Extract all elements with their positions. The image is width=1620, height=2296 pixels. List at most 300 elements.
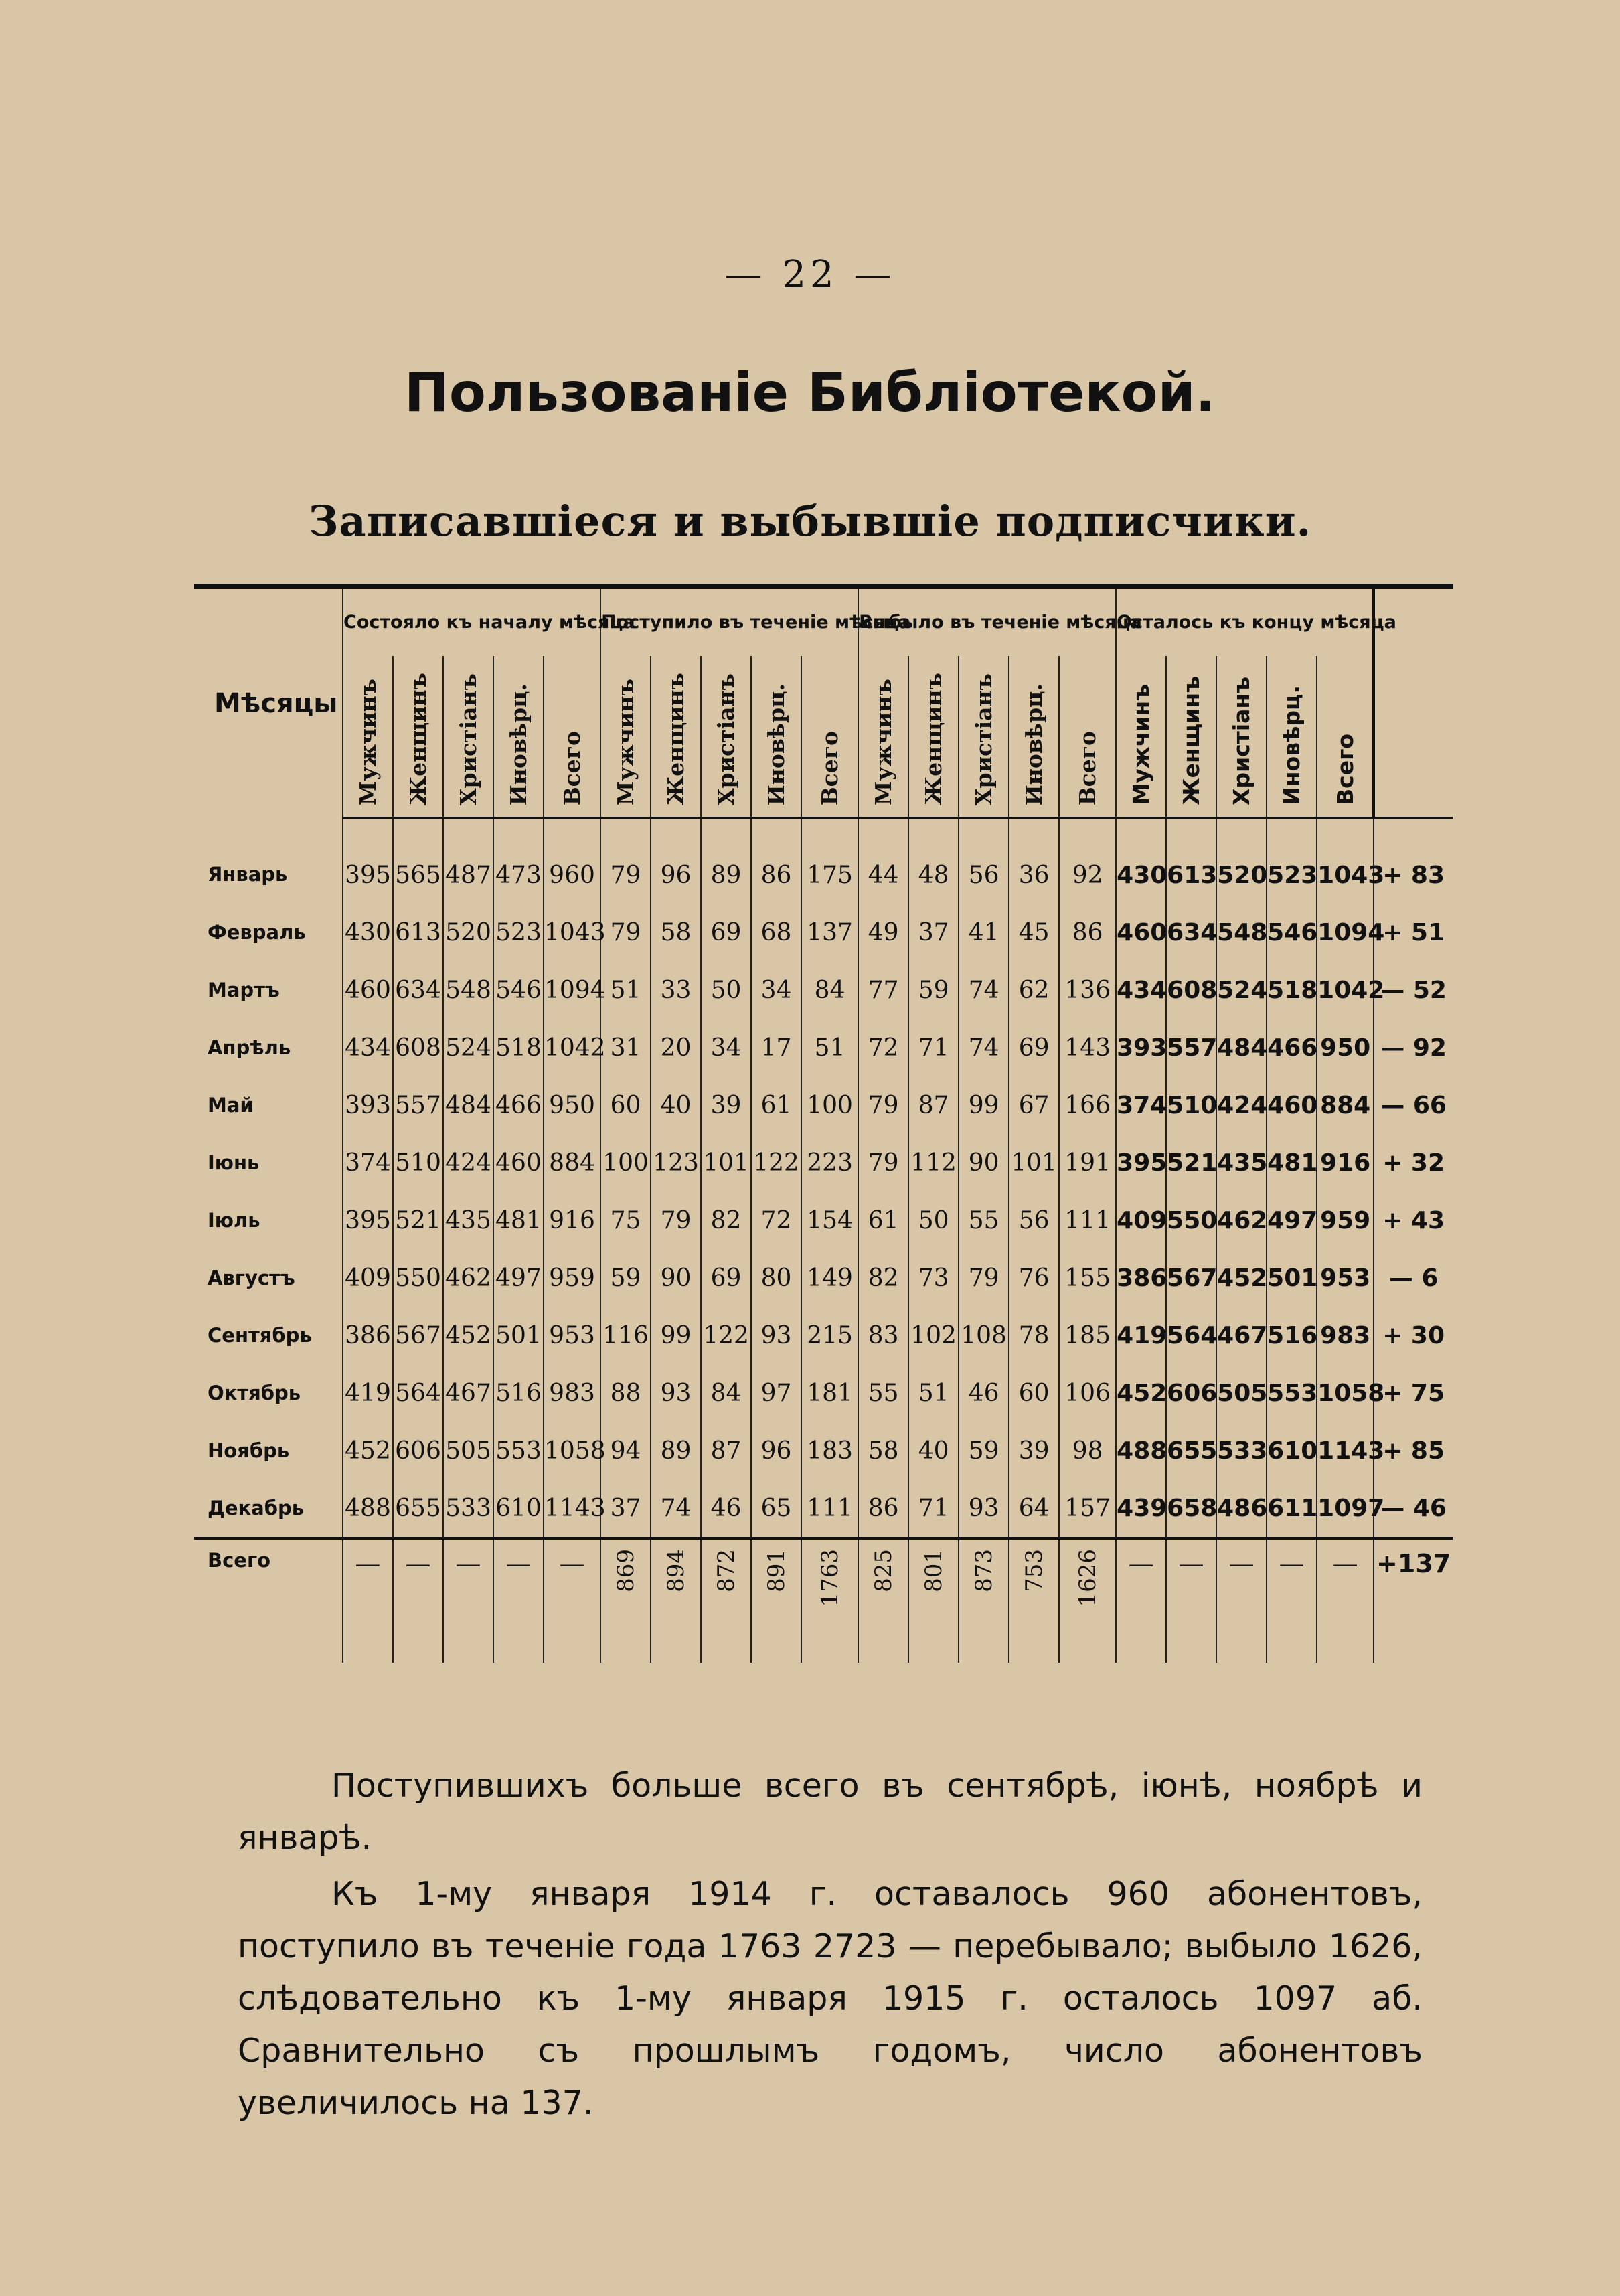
value-cell: 452 bbox=[1216, 1249, 1267, 1307]
value-cell: 419 bbox=[1116, 1307, 1166, 1364]
value-cell: 546 bbox=[1267, 904, 1317, 961]
value-cell: 1094 bbox=[544, 961, 600, 1019]
value-cell: 374 bbox=[1116, 1076, 1166, 1134]
value-cell: 395 bbox=[1116, 1134, 1166, 1192]
value-cell: 82 bbox=[858, 1249, 908, 1307]
totals-value: 1763 bbox=[816, 1549, 843, 1607]
value-cell: 564 bbox=[1166, 1307, 1216, 1364]
change-cell: + 30 bbox=[1374, 1307, 1453, 1364]
subheader-left-3 bbox=[1009, 656, 1059, 818]
totals-value: — bbox=[405, 1549, 431, 1578]
change-cell: — 92 bbox=[1374, 1019, 1453, 1076]
subscribers-table bbox=[194, 589, 1453, 1663]
totals-value: — bbox=[1279, 1549, 1305, 1578]
value-cell: 505 bbox=[1216, 1364, 1267, 1422]
value-cell: 960 bbox=[544, 818, 600, 904]
value-cell: 71 bbox=[908, 1019, 959, 1076]
value-cell: 1094 bbox=[1317, 904, 1374, 961]
value-cell: 64 bbox=[1009, 1479, 1059, 1538]
value-cell: 37 bbox=[600, 1479, 651, 1538]
value-cell: 51 bbox=[908, 1364, 959, 1422]
page-title: Пользованіе Библіотекой. bbox=[404, 361, 1216, 424]
value-cell: 553 bbox=[493, 1422, 544, 1479]
value-cell: 55 bbox=[959, 1192, 1009, 1249]
value-cell: 97 bbox=[751, 1364, 801, 1422]
totals-value: — bbox=[1128, 1549, 1154, 1578]
month-cell: Май bbox=[208, 1094, 254, 1117]
value-cell: 122 bbox=[701, 1307, 751, 1364]
value-cell: 484 bbox=[1216, 1019, 1267, 1076]
value-cell: 175 bbox=[801, 818, 858, 904]
value-cell: 98 bbox=[1059, 1422, 1116, 1479]
month-cell: Сентябрь bbox=[208, 1324, 312, 1347]
change-cell: — 46 bbox=[1374, 1479, 1453, 1538]
value-cell: 67 bbox=[1009, 1076, 1059, 1134]
paragraph-1 bbox=[238, 1760, 1423, 1864]
value-cell: 100 bbox=[600, 1134, 651, 1192]
month-cell: Мартъ bbox=[208, 979, 280, 1001]
totals-cell-start bbox=[544, 1538, 600, 1663]
value-cell: 89 bbox=[651, 1422, 701, 1479]
value-cell: 983 bbox=[544, 1364, 600, 1422]
value-cell: 89 bbox=[701, 818, 751, 904]
value-cell: 959 bbox=[544, 1249, 600, 1307]
value-cell: 487 bbox=[443, 818, 493, 904]
value-cell: 516 bbox=[493, 1364, 544, 1422]
month-cell: Апрѣль bbox=[208, 1036, 291, 1059]
value-cell: 37 bbox=[908, 904, 959, 961]
value-cell: 59 bbox=[959, 1422, 1009, 1479]
value-cell: 74 bbox=[651, 1479, 701, 1538]
value-cell: 56 bbox=[1009, 1192, 1059, 1249]
value-cell: 439 bbox=[1116, 1479, 1166, 1538]
totals-cell-arrived bbox=[600, 1538, 651, 1663]
table-row bbox=[194, 1192, 1453, 1249]
value-cell: 516 bbox=[1267, 1307, 1317, 1364]
value-cell: 564 bbox=[393, 1364, 443, 1422]
subheader-label: Всего bbox=[1074, 730, 1101, 805]
totals-cell-left bbox=[1009, 1538, 1059, 1663]
value-cell: 655 bbox=[393, 1479, 443, 1538]
value-cell: 149 bbox=[801, 1249, 858, 1307]
value-cell: 466 bbox=[1267, 1019, 1317, 1076]
value-cell: 567 bbox=[1166, 1249, 1216, 1307]
value-cell: 87 bbox=[701, 1422, 751, 1479]
value-cell: 467 bbox=[1216, 1307, 1267, 1364]
value-cell: 55 bbox=[858, 1364, 908, 1422]
value-cell: 409 bbox=[343, 1249, 393, 1307]
value-cell: 101 bbox=[1009, 1134, 1059, 1192]
value-cell: 521 bbox=[1166, 1134, 1216, 1192]
subheader-arrived-1 bbox=[651, 656, 701, 818]
value-cell: 424 bbox=[443, 1134, 493, 1192]
value-cell: 79 bbox=[858, 1076, 908, 1134]
value-cell: 191 bbox=[1059, 1134, 1116, 1192]
totals-cell-arrived bbox=[701, 1538, 751, 1663]
subheader-arrived-0 bbox=[600, 656, 651, 818]
value-cell: 75 bbox=[600, 1192, 651, 1249]
change-cell: — 6 bbox=[1374, 1249, 1453, 1307]
page-number: — 22 — bbox=[724, 253, 896, 297]
value-cell: 658 bbox=[1166, 1479, 1216, 1538]
totals-value: — bbox=[1332, 1549, 1358, 1578]
value-cell: 69 bbox=[701, 904, 751, 961]
value-cell: 546 bbox=[493, 961, 544, 1019]
value-cell: 79 bbox=[651, 1192, 701, 1249]
subheader-label: Иновѣрц. bbox=[763, 683, 790, 805]
value-cell: 58 bbox=[858, 1422, 908, 1479]
value-cell: 84 bbox=[801, 961, 858, 1019]
value-cell: 395 bbox=[343, 818, 393, 904]
value-cell: 488 bbox=[343, 1479, 393, 1538]
value-cell: 59 bbox=[600, 1249, 651, 1307]
value-cell: 460 bbox=[1267, 1076, 1317, 1134]
subheader-label: Мужчинъ bbox=[1128, 684, 1155, 805]
subheader-label: Христіанъ bbox=[455, 673, 481, 805]
totals-change: +137 bbox=[1374, 1538, 1453, 1663]
value-cell: 90 bbox=[959, 1134, 1009, 1192]
table-row bbox=[194, 1019, 1453, 1076]
value-cell: 59 bbox=[908, 961, 959, 1019]
value-cell: 460 bbox=[493, 1134, 544, 1192]
value-cell: 953 bbox=[544, 1307, 600, 1364]
subheader-start-1 bbox=[393, 656, 443, 818]
value-cell: 77 bbox=[858, 961, 908, 1019]
value-cell: 73 bbox=[908, 1249, 959, 1307]
value-cell: 79 bbox=[959, 1249, 1009, 1307]
value-cell: 524 bbox=[443, 1019, 493, 1076]
value-cell: 62 bbox=[1009, 961, 1059, 1019]
table-row bbox=[194, 904, 1453, 961]
paragraph-2 bbox=[238, 1868, 1423, 2129]
value-cell: 79 bbox=[600, 904, 651, 961]
value-cell: 65 bbox=[751, 1479, 801, 1538]
value-cell: 181 bbox=[801, 1364, 858, 1422]
value-cell: 518 bbox=[493, 1019, 544, 1076]
value-cell: 88 bbox=[600, 1364, 651, 1422]
value-cell: 486 bbox=[1216, 1479, 1267, 1538]
value-cell: 84 bbox=[701, 1364, 751, 1422]
value-cell: 61 bbox=[751, 1076, 801, 1134]
value-cell: 497 bbox=[493, 1249, 544, 1307]
totals-row bbox=[194, 1538, 1453, 1663]
value-cell: 111 bbox=[1059, 1192, 1116, 1249]
value-cell: 82 bbox=[701, 1192, 751, 1249]
group-header-left: Выбыло въ теченіе мѣсяца bbox=[858, 589, 1116, 656]
value-cell: 510 bbox=[393, 1134, 443, 1192]
value-cell: 157 bbox=[1059, 1479, 1116, 1538]
value-cell: 523 bbox=[1267, 818, 1317, 904]
totals-value: — bbox=[455, 1549, 481, 1578]
change-cell: + 85 bbox=[1374, 1422, 1453, 1479]
totals-cell-start bbox=[493, 1538, 544, 1663]
totals-value: 825 bbox=[870, 1549, 897, 1592]
value-cell: 51 bbox=[801, 1019, 858, 1076]
subheader-label: Мужчинъ bbox=[613, 678, 639, 805]
value-cell: 374 bbox=[343, 1134, 393, 1192]
value-cell: 484 bbox=[443, 1076, 493, 1134]
value-cell: 501 bbox=[1267, 1249, 1317, 1307]
value-cell: 215 bbox=[801, 1307, 858, 1364]
value-cell: 136 bbox=[1059, 961, 1116, 1019]
value-cell: 33 bbox=[651, 961, 701, 1019]
table-row bbox=[194, 1134, 1453, 1192]
subheader-end-1 bbox=[1166, 656, 1216, 818]
value-cell: 111 bbox=[801, 1479, 858, 1538]
change-cell: + 51 bbox=[1374, 904, 1453, 961]
totals-value: — bbox=[1178, 1549, 1204, 1578]
value-cell: 44 bbox=[858, 818, 908, 904]
value-cell: 166 bbox=[1059, 1076, 1116, 1134]
value-cell: 68 bbox=[751, 904, 801, 961]
value-cell: 393 bbox=[343, 1076, 393, 1134]
value-cell: 460 bbox=[1116, 904, 1166, 961]
value-cell: 452 bbox=[1116, 1364, 1166, 1422]
value-cell: 80 bbox=[751, 1249, 801, 1307]
value-cell: 655 bbox=[1166, 1422, 1216, 1479]
value-cell: 1043 bbox=[544, 904, 600, 961]
value-cell: 86 bbox=[1059, 904, 1116, 961]
subheader-start-4 bbox=[544, 656, 600, 818]
table-body bbox=[194, 818, 1453, 1663]
value-cell: 606 bbox=[1166, 1364, 1216, 1422]
value-cell: 409 bbox=[1116, 1192, 1166, 1249]
subheader-end-4 bbox=[1317, 656, 1374, 818]
subheader-end-3 bbox=[1267, 656, 1317, 818]
value-cell: 112 bbox=[908, 1134, 959, 1192]
value-cell: 565 bbox=[393, 818, 443, 904]
subheader-label: Всего bbox=[1331, 733, 1358, 805]
value-cell: 58 bbox=[651, 904, 701, 961]
value-cell: 608 bbox=[1166, 961, 1216, 1019]
subheader-label: Всего bbox=[559, 730, 586, 805]
value-cell: 884 bbox=[1317, 1076, 1374, 1134]
value-cell: 100 bbox=[801, 1076, 858, 1134]
month-cell: Августъ bbox=[208, 1266, 295, 1289]
value-cell: 46 bbox=[959, 1364, 1009, 1422]
value-cell: 92 bbox=[1059, 818, 1116, 904]
value-cell: 72 bbox=[858, 1019, 908, 1076]
totals-cell-left bbox=[858, 1538, 908, 1663]
value-cell: 435 bbox=[443, 1192, 493, 1249]
value-cell: 71 bbox=[908, 1479, 959, 1538]
value-cell: 606 bbox=[393, 1422, 443, 1479]
value-cell: 60 bbox=[1009, 1364, 1059, 1422]
subheader-label: Иновѣрц. bbox=[1279, 685, 1305, 805]
value-cell: 72 bbox=[751, 1192, 801, 1249]
value-cell: 79 bbox=[858, 1134, 908, 1192]
value-cell: 87 bbox=[908, 1076, 959, 1134]
totals-value: 894 bbox=[662, 1549, 690, 1592]
value-cell: 634 bbox=[393, 961, 443, 1019]
subheader-label: Женщинъ bbox=[663, 672, 690, 805]
table-row bbox=[194, 1422, 1453, 1479]
value-cell: 83 bbox=[858, 1307, 908, 1364]
month-column-header: Мѣсяцы bbox=[214, 688, 338, 719]
value-cell: 116 bbox=[600, 1307, 651, 1364]
value-cell: 1042 bbox=[544, 1019, 600, 1076]
value-cell: 123 bbox=[651, 1134, 701, 1192]
value-cell: 48 bbox=[908, 818, 959, 904]
value-cell: 96 bbox=[651, 818, 701, 904]
value-cell: 1042 bbox=[1317, 961, 1374, 1019]
value-cell: 1143 bbox=[544, 1479, 600, 1538]
value-cell: 488 bbox=[1116, 1422, 1166, 1479]
value-cell: 34 bbox=[701, 1019, 751, 1076]
value-cell: 916 bbox=[544, 1192, 600, 1249]
value-cell: 634 bbox=[1166, 904, 1216, 961]
subheader-left-1 bbox=[908, 656, 959, 818]
value-cell: 610 bbox=[493, 1479, 544, 1538]
value-cell: 462 bbox=[1216, 1192, 1267, 1249]
subheader-label: Женщинъ bbox=[1178, 676, 1205, 805]
value-cell: 466 bbox=[493, 1076, 544, 1134]
totals-value: 872 bbox=[712, 1549, 740, 1592]
value-cell: 69 bbox=[1009, 1019, 1059, 1076]
value-cell: 523 bbox=[493, 904, 544, 961]
table-row bbox=[194, 1479, 1453, 1538]
value-cell: 137 bbox=[801, 904, 858, 961]
value-cell: 386 bbox=[1116, 1249, 1166, 1307]
table-row bbox=[194, 1249, 1453, 1307]
value-cell: 435 bbox=[1216, 1134, 1267, 1192]
value-cell: 550 bbox=[1166, 1192, 1216, 1249]
totals-cell-end bbox=[1116, 1538, 1166, 1663]
value-cell: 467 bbox=[443, 1364, 493, 1422]
subheader-label: Мужчинъ bbox=[355, 678, 381, 805]
value-cell: 86 bbox=[858, 1479, 908, 1538]
value-cell: 533 bbox=[1216, 1422, 1267, 1479]
subheader-label: Мужчинъ bbox=[870, 678, 897, 805]
value-cell: 17 bbox=[751, 1019, 801, 1076]
value-cell: 497 bbox=[1267, 1192, 1317, 1249]
subheader-label: Иновѣрц. bbox=[505, 683, 532, 805]
value-cell: 102 bbox=[908, 1307, 959, 1364]
subheader-arrived-3 bbox=[751, 656, 801, 818]
totals-cell-end bbox=[1317, 1538, 1374, 1663]
value-cell: 39 bbox=[1009, 1422, 1059, 1479]
value-cell: 452 bbox=[343, 1422, 393, 1479]
subheader-label: Женщинъ bbox=[920, 672, 947, 805]
value-cell: 613 bbox=[1166, 818, 1216, 904]
subheader-left-4 bbox=[1059, 656, 1116, 818]
value-cell: 39 bbox=[701, 1076, 751, 1134]
value-cell: 950 bbox=[1317, 1019, 1374, 1076]
value-cell: 916 bbox=[1317, 1134, 1374, 1192]
group-header-start: Состояло къ началу мѣсяца bbox=[343, 589, 600, 656]
table-row bbox=[194, 1076, 1453, 1134]
value-cell: 45 bbox=[1009, 904, 1059, 961]
totals-cell-start bbox=[343, 1538, 393, 1663]
value-cell: 108 bbox=[959, 1307, 1009, 1364]
value-cell: 94 bbox=[600, 1422, 651, 1479]
value-cell: 86 bbox=[751, 818, 801, 904]
value-cell: 557 bbox=[393, 1076, 443, 1134]
value-cell: 501 bbox=[493, 1307, 544, 1364]
value-cell: 1097 bbox=[1317, 1479, 1374, 1538]
value-cell: 20 bbox=[651, 1019, 701, 1076]
totals-cell-left bbox=[1059, 1538, 1116, 1663]
table-row bbox=[194, 818, 1453, 904]
value-cell: 96 bbox=[751, 1422, 801, 1479]
value-cell: 50 bbox=[701, 961, 751, 1019]
subheader-start-2 bbox=[443, 656, 493, 818]
value-cell: 518 bbox=[1267, 961, 1317, 1019]
value-cell: 34 bbox=[751, 961, 801, 1019]
value-cell: 40 bbox=[651, 1076, 701, 1134]
subheader-label: Христіанъ bbox=[1228, 676, 1255, 805]
value-cell: 36 bbox=[1009, 818, 1059, 904]
subheader-left-2 bbox=[959, 656, 1009, 818]
value-cell: 74 bbox=[959, 961, 1009, 1019]
subheader-end-2 bbox=[1216, 656, 1267, 818]
subheader-row bbox=[194, 656, 1453, 818]
value-cell: 473 bbox=[493, 818, 544, 904]
change-cell: — 66 bbox=[1374, 1076, 1453, 1134]
value-cell: 1058 bbox=[544, 1422, 600, 1479]
value-cell: 79 bbox=[600, 818, 651, 904]
change-cell: — 52 bbox=[1374, 961, 1453, 1019]
value-cell: 419 bbox=[343, 1364, 393, 1422]
value-cell: 460 bbox=[343, 961, 393, 1019]
totals-value: — bbox=[559, 1549, 585, 1578]
value-cell: 608 bbox=[393, 1019, 443, 1076]
table-title: Записавшіеся и выбывшіе подписчики. bbox=[308, 497, 1312, 546]
totals-value: — bbox=[355, 1549, 381, 1578]
subheader-label: Иновѣрц. bbox=[1021, 683, 1048, 805]
value-cell: 610 bbox=[1267, 1422, 1317, 1479]
subheader-label: Женщинъ bbox=[405, 672, 431, 805]
value-cell: 74 bbox=[959, 1019, 1009, 1076]
totals-value: 1626 bbox=[1074, 1549, 1101, 1607]
totals-value: 891 bbox=[762, 1549, 790, 1592]
value-cell: 122 bbox=[751, 1134, 801, 1192]
value-cell: 393 bbox=[1116, 1019, 1166, 1076]
value-cell: 99 bbox=[651, 1307, 701, 1364]
value-cell: 884 bbox=[544, 1134, 600, 1192]
value-cell: 557 bbox=[1166, 1019, 1216, 1076]
value-cell: 31 bbox=[600, 1019, 651, 1076]
value-cell: 452 bbox=[443, 1307, 493, 1364]
value-cell: 524 bbox=[1216, 961, 1267, 1019]
totals-cell-end bbox=[1166, 1538, 1216, 1663]
value-cell: 430 bbox=[1116, 818, 1166, 904]
value-cell: 106 bbox=[1059, 1364, 1116, 1422]
value-cell: 533 bbox=[443, 1479, 493, 1538]
value-cell: 78 bbox=[1009, 1307, 1059, 1364]
month-cell: Декабрь bbox=[208, 1497, 305, 1520]
value-cell: 101 bbox=[701, 1134, 751, 1192]
subscribers-table-wrapper bbox=[194, 584, 1453, 1700]
subheader-label: Христіанъ bbox=[971, 673, 997, 805]
value-cell: 613 bbox=[393, 904, 443, 961]
group-header-end: Осталось къ концу мѣсяца bbox=[1116, 589, 1374, 656]
totals-cell-arrived bbox=[751, 1538, 801, 1663]
value-cell: 61 bbox=[858, 1192, 908, 1249]
table-row bbox=[194, 961, 1453, 1019]
month-cell: Іюль bbox=[208, 1209, 260, 1232]
value-cell: 154 bbox=[801, 1192, 858, 1249]
value-cell: 550 bbox=[393, 1249, 443, 1307]
change-cell: + 32 bbox=[1374, 1134, 1453, 1192]
totals-cell-start bbox=[393, 1538, 443, 1663]
value-cell: 505 bbox=[443, 1422, 493, 1479]
value-cell: 481 bbox=[1267, 1134, 1317, 1192]
value-cell: 183 bbox=[801, 1422, 858, 1479]
paragraph-2-text: Къ 1-му января 1914 г. оставалось 960 абонентовъ, поступило въ теченіе года 1763 2723 — перебывало; выбыло 1626, слѣдовательно къ 1-му января 1915 г. осталось 1097 аб. Сравнительно съ прошлымъ годомъ, число абонентовъ увеличилось на 137. bbox=[238, 1875, 1423, 2122]
value-cell: 90 bbox=[651, 1249, 701, 1307]
value-cell: 1143 bbox=[1317, 1422, 1374, 1479]
